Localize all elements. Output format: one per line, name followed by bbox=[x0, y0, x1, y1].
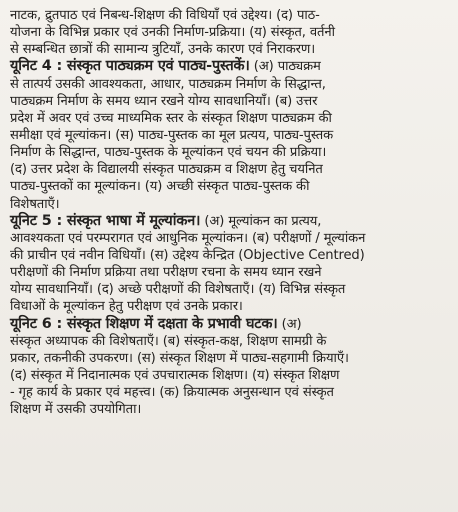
text-line-24: शिक्षण में उसकी उपयोगिता। bbox=[10, 402, 142, 418]
text-line-6: पाठ्यक्रम निर्माण के समय ध्यान रखने योग्य सावधानियाँ। (ब) उत्तर bbox=[10, 93, 318, 109]
unit-4-title: यूनिट 4 : संस्कृत पाठ्यक्रम एवं पाठ्य-पुस्तकें। bbox=[10, 58, 250, 75]
text-line-2: योजना के विभिन्न प्रकार एवं उनकी निर्माण-प्रक्रिया। (य) संस्कृत, वर्तनी bbox=[10, 25, 335, 41]
text-line-18: विधाओं के मूल्यांकन हेतु परीक्षण एवं उनके प्रकार। bbox=[10, 299, 243, 315]
text-line-3: से सम्बन्धित छात्रों की सामान्य त्रुटियाँ, उनके कारण एवं निराकरण। bbox=[10, 42, 316, 58]
text-line-1: नाटक, द्रुतपाठ एवं निबन्ध-शिक्षण की विधियाँ एवं उद्देश्य। (द) पाठ- bbox=[10, 8, 320, 23]
text-line-20: संस्कृत अध्यापक की विशेषताएँ। (ब) संस्कृत-कक्ष, शिक्षण सामग्री के bbox=[10, 333, 327, 349]
unit-5-heading-line bbox=[10, 213, 448, 230]
text-line-21: प्रकार, तकनीकी उपकरण। (स) संस्कृत शिक्षण में पाठ्य-सहगामी क्रियाएँ। bbox=[10, 350, 349, 366]
text-line-23: - गृह कार्य के प्रकार एवं महत्त्व। (क) क्रियात्मक अनुसन्धान एवं संस्कृत bbox=[10, 385, 334, 401]
text-line-15: की प्राचीन एवं नवीन विधियाँ। (स) उद्देश्य केन्द्रित (Objective Centred) bbox=[10, 247, 365, 263]
unit-6-title: यूनिट 6 : संस्कृत शिक्षण में दक्षता के प्रभावी घटक। bbox=[10, 315, 278, 332]
text-line-8: समीक्षा एवं मूल्यांकन। (स) पाठ्य-पुस्तक का मूल प्रत्यय, पाठ्य-पुस्तक bbox=[10, 127, 334, 143]
unit-5-title: यूनिट 5 : संस्कृत भाषा में मूल्यांकन। bbox=[10, 212, 201, 229]
text-line-9: निर्माण के सिद्धान्त, पाठ्य-पुस्तक के मूल्यांकन एवं चयन की प्रक्रिया। bbox=[10, 145, 327, 161]
document-text-block bbox=[10, 7, 448, 418]
text-line-16: परीक्षणों की निर्माण प्रक्रिया तथा परीक्षण रचना के समय ध्यान रखने bbox=[10, 265, 322, 281]
text-line-22: (द) संस्कृत में निदानात्मक एवं उपचारात्मक शिक्षण। (य) संस्कृत शिक्षण bbox=[10, 367, 340, 383]
unit-4-heading-line bbox=[10, 58, 448, 75]
text-line-10: (द) उत्तर प्रदेश के विद्यालयी संस्कृत पाठ्यक्रम व शिक्षण हेतु चयनित bbox=[10, 162, 323, 178]
unit-5-heading-rest: (अ) मूल्यांकन का प्रत्यय, bbox=[200, 213, 322, 229]
text-line-12: विशेषताएँ। bbox=[10, 196, 60, 212]
text-line-17: योग्य सावधानियाँ। (द) अच्छे परीक्षणों की विशेषताएँ। (य) विभिन्न संस्कृत bbox=[10, 282, 346, 298]
text-line-7: प्रदेश में अवर एवं उच्च माध्यमिक स्तर के संस्कृत शिक्षण पाठ्यक्रम की bbox=[10, 110, 332, 126]
text-line-14: आवश्यकता एवं परम्परागत एवं आधुनिक मूल्यांकन। (ब) परीक्षणों / मूल्यांकन bbox=[10, 230, 366, 246]
unit-6-heading-rest: (अ) bbox=[277, 316, 302, 332]
text-line-5: से तात्पर्य उसकी आवश्यकता, आधार, पाठ्यक्रम निर्माण के सिद्धान्त, bbox=[10, 76, 326, 92]
unit-6-heading-line bbox=[10, 316, 448, 333]
text-line-11: पाठ्य-पुस्तकों का मूल्यांकन। (य) अच्छी संस्कृत पाठ्य-पुस्तक की bbox=[10, 179, 310, 195]
unit-4-heading-rest: (अ) पाठ्यक्रम bbox=[249, 59, 321, 75]
